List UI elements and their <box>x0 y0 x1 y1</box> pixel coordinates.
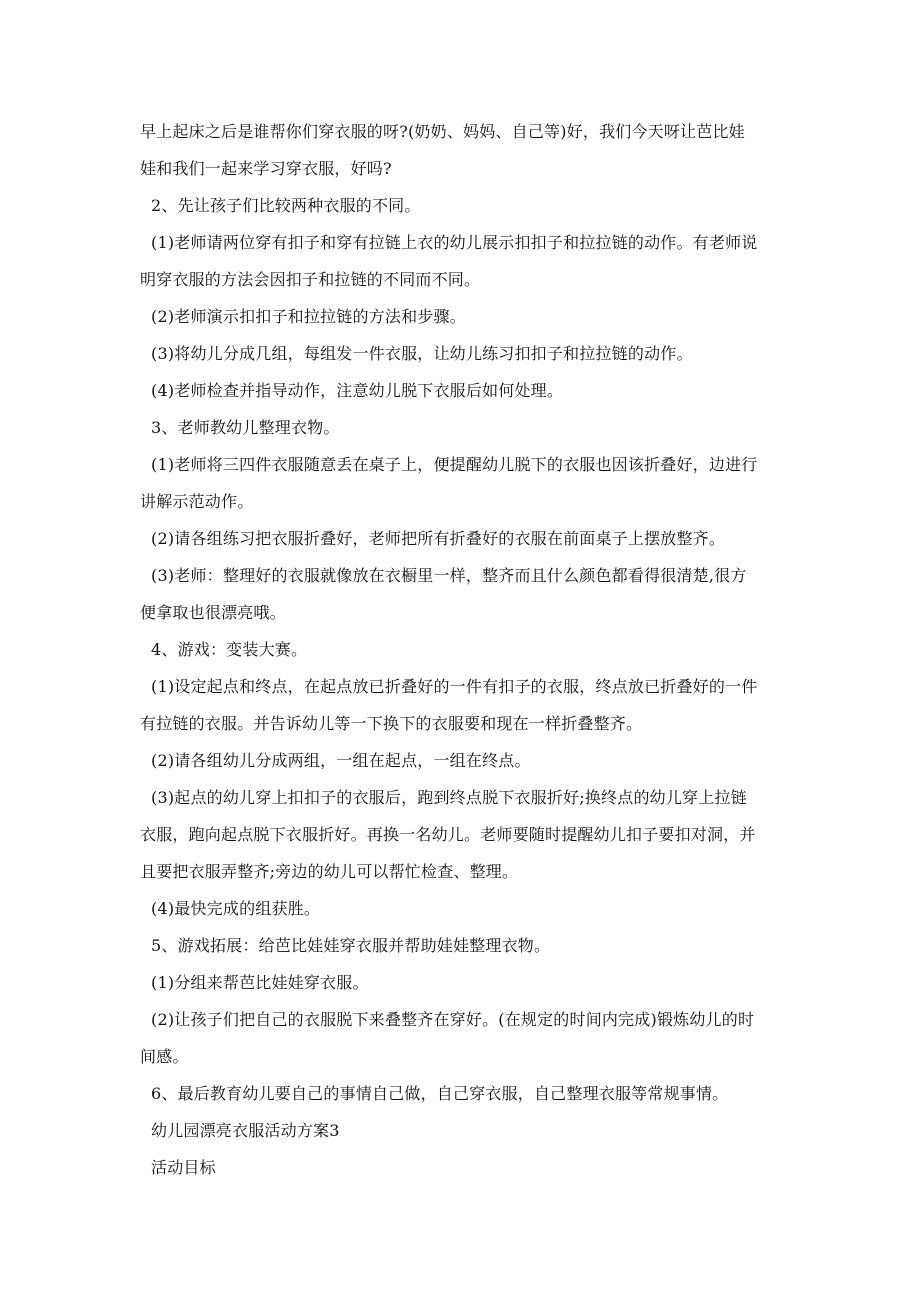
paragraph-step-3-item-2 <box>151 520 791 557</box>
text-line: 有拉链的衣服。并告诉幼儿等一下换下的衣服要和现在一样折叠整齐。 <box>140 714 643 733</box>
text-line: 且要把衣服弄整齐;旁边的幼儿可以帮忙检查、整理。 <box>140 862 519 881</box>
text-line: (1)设定起点和终点，在起点放已折叠好的一件有扣子的衣服，终点放已折叠好的一件 <box>151 677 758 696</box>
paragraph-step-5-item-2 <box>140 1001 791 1075</box>
text-line: (3)起点的幼儿穿上扣扣子的衣服后，跑到终点脱下衣服折好;换终点的幼儿穿上拉链 <box>151 788 747 807</box>
text-line: 明穿衣服的方法会因扣子和拉链的不同而不同。 <box>140 270 481 289</box>
paragraph-step-4-heading <box>151 631 791 668</box>
text-line: 娃和我们一起来学习穿衣服，好吗? <box>140 159 392 178</box>
paragraph-step-3-item-1 <box>140 446 791 520</box>
text-line: (2)让孩子们把自己的衣服脱下来叠整齐在穿好。(在规定的时间内完成)锻炼幼儿的时 <box>151 1010 755 1029</box>
text-line: 4、游戏：变装大赛。 <box>151 640 308 659</box>
paragraph-step-2-item-3 <box>151 335 791 372</box>
text-line: (3)老师：整理好的衣服就像放在衣橱里一样，整齐而且什么颜色都看得很清楚,很方 <box>151 566 747 585</box>
text-line: 间感。 <box>140 1047 189 1066</box>
paragraph-step-6 <box>151 1075 791 1112</box>
text-line: 早上起床之后是谁帮你们穿衣服的呀?(奶奶、妈妈、自己等)好，我们今天呀让芭比娃 <box>140 122 745 141</box>
text-line: 幼儿园漂亮衣服活动方案3 <box>151 1121 340 1140</box>
text-line: (4)老师检查并指导动作，注意幼儿脱下衣服后如何处理。 <box>151 381 564 400</box>
text-line: 衣服，跑向起点脱下衣服折好。再换一名幼儿。老师要随时提醒幼儿扣子要扣对洞，并 <box>140 825 756 844</box>
paragraph-step-5-heading <box>151 927 791 964</box>
paragraph-step-4-item-3 <box>140 779 791 890</box>
text-line: 5、游戏拓展：给芭比娃娃穿衣服并帮助娃娃整理衣物。 <box>151 936 551 955</box>
text-line: (1)老师将三四件衣服随意丢在桌子上，便提醒幼儿脱下的衣服也因该折叠好，边进行 <box>151 455 758 474</box>
paragraph-step-4-item-4 <box>151 890 791 927</box>
text-line: (1)分组来帮芭比娃娃穿衣服。 <box>151 973 369 992</box>
paragraph-step-2-item-1 <box>140 224 791 298</box>
text-line: 讲解示范动作。 <box>140 492 254 511</box>
paragraph-step-2-item-2 <box>151 298 791 335</box>
paragraph-step-5-item-1 <box>151 964 791 1001</box>
section-title <box>151 1112 791 1149</box>
paragraph-intro <box>140 113 790 187</box>
text-line: (3)将幼儿分成几组，每组发一件衣服，让幼儿练习扣扣子和拉拉链的动作。 <box>151 344 693 363</box>
paragraph-step-3-heading <box>151 409 791 446</box>
paragraph-step-2-heading <box>151 187 791 224</box>
text-line: 3、老师教幼儿整理衣物。 <box>151 418 340 437</box>
text-line: 活动目标 <box>151 1158 216 1177</box>
paragraph-step-4-item-1 <box>140 668 791 742</box>
paragraph-step-4-item-2 <box>151 742 791 779</box>
text-line: (1)老师请两位穿有扣子和穿有拉链上衣的幼儿展示扣扣子和拉拉链的动作。有老师说 <box>151 233 758 252</box>
text-line: 2、先让孩子们比较两种衣服的不同。 <box>151 196 421 215</box>
text-line: 便拿取也很漂亮哦。 <box>140 603 286 622</box>
text-line: (2)老师演示扣扣子和拉拉链的方法和步骤。 <box>151 307 466 326</box>
text-line: (2)请各组幼儿分成两组，一组在起点，一组在终点。 <box>151 751 531 770</box>
text-line: 6、最后教育幼儿要自己的事情自己做，自己穿衣服，自己整理衣服等常规事情。 <box>151 1084 729 1103</box>
text-line: (4)最快完成的组获胜。 <box>151 899 321 918</box>
section-subtitle-activity-goals <box>151 1149 791 1186</box>
text-line: (2)请各组练习把衣服折叠好，老师把所有折叠好的衣服在前面桌子上摆放整齐。 <box>151 529 726 548</box>
paragraph-step-2-item-4 <box>151 372 791 409</box>
paragraph-step-3-item-3 <box>140 557 791 631</box>
